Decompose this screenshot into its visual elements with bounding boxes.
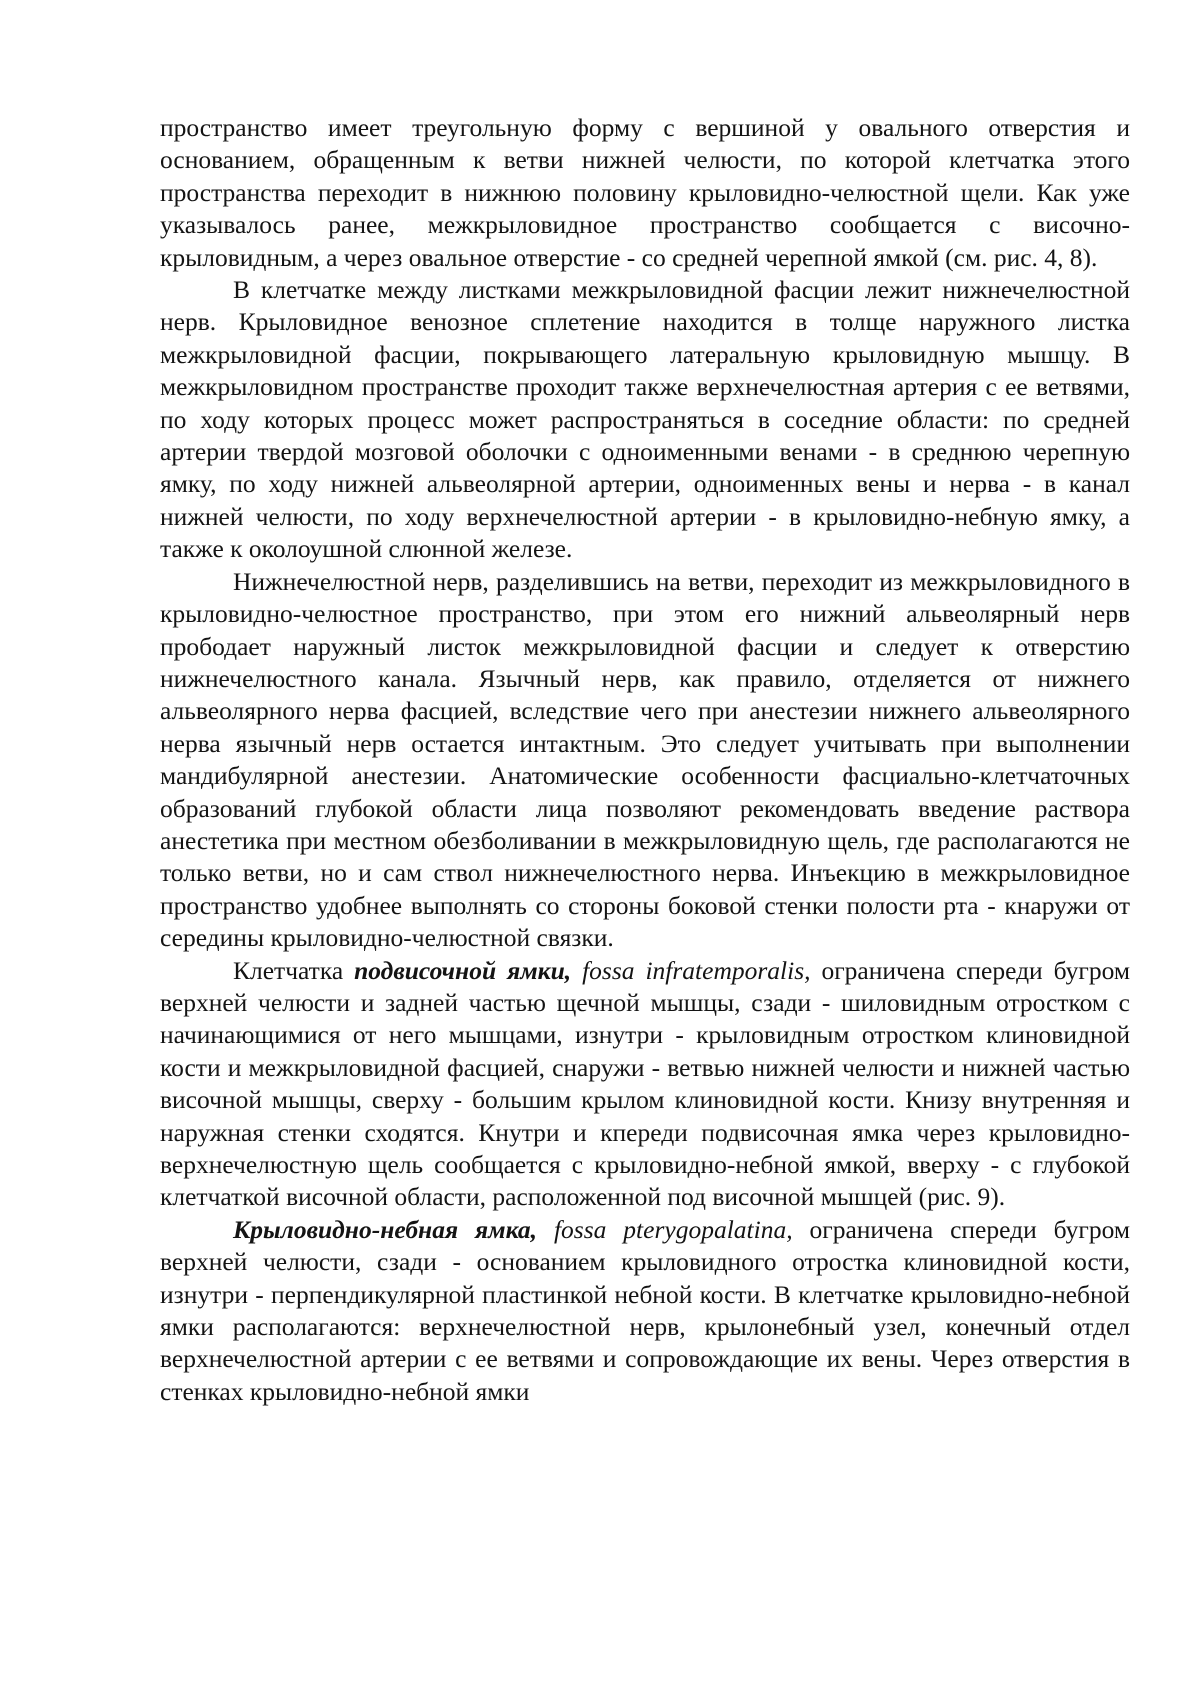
paragraph-5-body: ограничена спереди бугром верхней челюсти, сзади - основанием крыловидного отростка клиновидной кости, изнутри - перпендикулярной пластинкой небной кости. В клетчатке крыловидно-небной ямки располагаются: верхнечелюстной нерв, крылонебный узел, конечный отдел верхнечелюстной артерии с ее ветвями и сопровождающие их вены. Через отверстия в стенках крыловидно-небной ямки bbox=[160, 1214, 1130, 1406]
paragraph-3: Нижнечелюстной нерв, разделившись на ветви, переходит из межкрыловидного в крыловидно-челюстное пространство, при этом его нижний альвеолярный нерв прободает наружный листок межкрыловидной фасции и следует к отверстию нижнечелюстного канала. Язычный нерв, как правило, отделяется от нижнего альвеолярного нерва фасцией, вследствие чего при анестезии нижнего альвеолярного нерва язычный нерв остается интактным. Это следует учитывать при выполнении мандибулярной анестезии. Анатомические особенности фасциально-клетчаточных образований глубокой области лица позволяют рекомендовать введение раствора анестетика при местном обезболивании в межкрыловидную щель, где располагаются не только ветви, но и сам ствол нижнечелюстного нерва. Инъекцию в межкрыловидное пространство удобнее выполнять со стороны боковой стенки полости рта - кнаружи от середины крыловидно-челюстной связки. bbox=[160, 566, 1130, 953]
document-page bbox=[160, 112, 1130, 1408]
paragraph-4 bbox=[160, 955, 1130, 1214]
paragraph-4-body: ограничена спереди бугром верхней челюсти и задней частью щечной мышцы, сзади - шиловидным отростком с начинающимися от него мышцами, изнутри - крыловидным отростком клиновидной кости и межкрыловидной фасцией, снаружи - ветвью нижней челюсти и нижней частью височной мышцы, сверху - большим крылом клиновидной кости. Книзу внутренняя и наружная стенки сходятся. Кнутри и кпереди подвисочная ямка через крыловидно-верхнечелюстную щель сообщается с крыловидно-небной ямкой, вверху - с глубокой клетчаткой височной области, расположенной под височной мышцей (рис. 9). bbox=[160, 955, 1130, 1212]
paragraph-4-lead: Клетчатка bbox=[233, 955, 355, 985]
term-infratemporal-fossa: подвисочной ямки, bbox=[354, 955, 572, 985]
latin-term-infratemporal: fossa infratemporalis, bbox=[571, 955, 811, 985]
latin-term-pterygopalatine: fossa pterygopalatina, bbox=[537, 1214, 793, 1244]
paragraph-5 bbox=[160, 1214, 1130, 1408]
paragraph-2: В клетчатке между листками межкрыловидной фасции лежит нижнечелюстной нерв. Крыловидное венозное сплетение находится в толще наружного листка межкрыловидной фасции, покрывающего латеральную крыловидную мышцу. В межкрыловидном пространстве проходит также верхнечелюстная артерия с ее ветвями, по ходу которых процесс может распространяться в соседние области: по средней артерии твердой мозговой оболочки с одноименными венами - в среднюю черепную ямку, по ходу нижней альвеолярной артерии, одноименных вены и нерва - в канал нижней челюсти, по ходу верхнечелюстной артерии - в крыловидно-небную ямку, а также к околоушной слюнной железе. bbox=[160, 275, 1130, 564]
paragraph-1: пространство имеет треугольную форму с вершиной у овального отверстия и основанием, обращенным к ветви нижней челюсти, по которой клетчатка этого пространства переходит в нижнюю половину крыловидно-челюстной щели. Как уже указывалось ранее, межкрыловидное пространство сообщается с височно-крыловидным, а через овальное отверстие - со средней черепной ямкой (см. рис. 4, 8). bbox=[160, 113, 1130, 272]
term-pterygopalatine-fossa: Крыловидно-небная ямка, bbox=[233, 1214, 538, 1244]
